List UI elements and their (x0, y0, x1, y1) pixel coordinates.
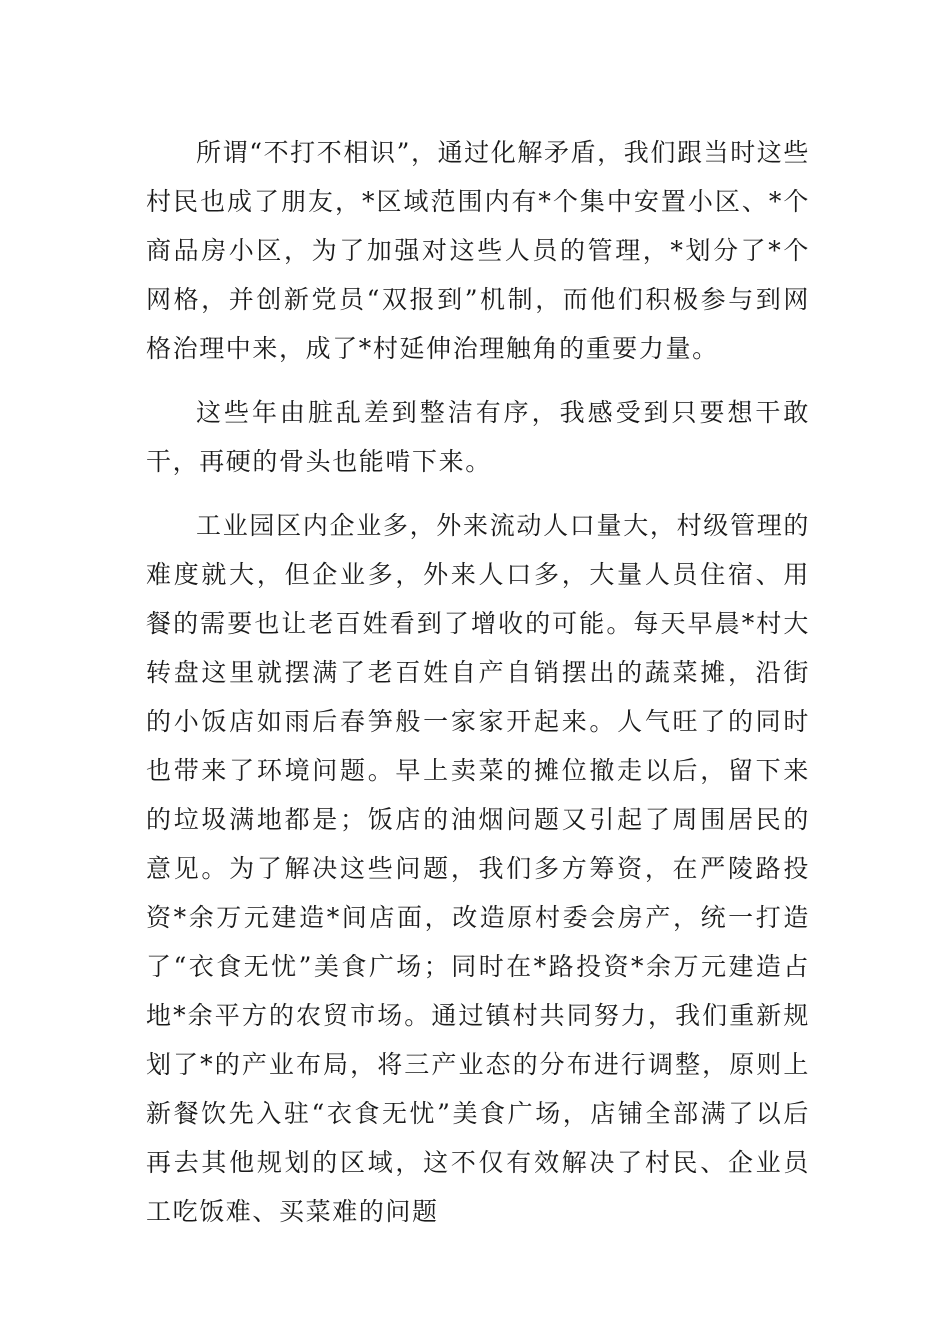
document-body (146, 128, 810, 1236)
paragraph-2: 这些年由脏乱差到整洁有序，我感受到只要想干敢干，再硬的骨头也能啃下来。 (146, 398, 810, 476)
paragraph-3: 工业园区内企业多，外来流动人口量大，村级管理的难度就大，但企业多，外来人口多，大量人员住宿、用餐的需要也让老百姓看到了增收的可能。每天早晨*村大转盘这里就摆满了老百姓自产自销摆出的蔬菜摊，沿街的小饭店如雨后春笋般一家家开起来。人气旺了的同时也带来了环境问题。早上卖菜的摊位撤走以后，留下来的垃圾满地都是；饭店的油烟问题又引起了周围居民的意见。为了解决这些问题，我们多方筹资，在严陵路投资*余万元建造*间店面，改造原村委会房产，统一打造了“衣食无忧”美食广场；同时在*路投资*余万元建造占地*余平方的农贸市场。通过镇村共同努力，我们重新规划了*的产业布局，将三产业态的分布进行调整，原则上新餐饮先入驻“衣食无忧”美食广场，店铺全部满了以后再去其他规划的区域，这不仅有效解决了村民、企业员工吃饭难、买菜难的问题 (146, 511, 810, 1226)
paragraph-1: 所谓“不打不相识”，通过化解矛盾，我们跟当时这些村民也成了朋友，*区域范围内有*个集中安置小区、*个商品房小区，为了加强对这些人员的管理，*划分了*个网格，并创新党员“双报到”机制，而他们积极参与到网格治理中来，成了*村延伸治理触角的重要力量。 (146, 138, 810, 363)
